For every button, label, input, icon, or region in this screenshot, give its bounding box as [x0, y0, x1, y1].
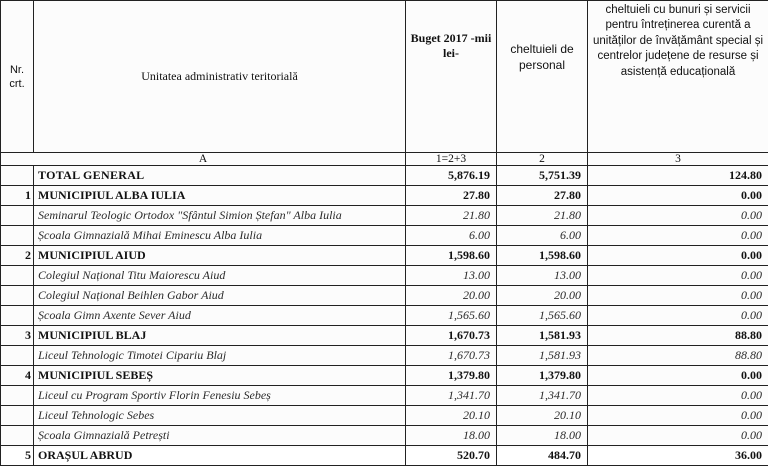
row-budget: 20.10	[406, 406, 497, 426]
row-personnel: 21.80	[497, 206, 588, 226]
row-personnel: 1,379.80	[497, 366, 588, 386]
row-budget: 18.00	[406, 426, 497, 446]
row-goods: 0.00	[588, 286, 768, 306]
row-nr	[1, 306, 34, 326]
row-nr: 3	[1, 326, 34, 346]
row-nr: 1	[1, 186, 34, 206]
row-personnel: 27.80	[497, 186, 588, 206]
table-row	[1, 226, 768, 246]
table-row	[1, 206, 768, 226]
index-row	[1, 153, 768, 166]
row-budget: 27.80	[406, 186, 497, 206]
row-goods: 0.00	[588, 186, 768, 206]
row-budget: 6.00	[406, 226, 497, 246]
row-budget: 1,341.70	[406, 386, 497, 406]
row-personnel: 6.00	[497, 226, 588, 246]
row-name: Seminarul Teologic Ortodox "Sfântul Simion Ștefan" Alba Iulia	[34, 206, 406, 226]
row-goods: 0.00	[588, 426, 768, 446]
row-nr	[1, 286, 34, 306]
header-budget: Buget 2017 -mii lei-	[406, 1, 497, 153]
row-goods: 0.00	[588, 246, 768, 266]
header-row	[1, 1, 768, 153]
row-personnel: 5,751.39	[497, 166, 588, 186]
row-goods: 0.00	[588, 366, 768, 386]
row-personnel: 484.70	[497, 446, 588, 466]
table-row	[1, 246, 768, 266]
table-row	[1, 326, 768, 346]
row-nr	[1, 346, 34, 366]
row-nr: 5	[1, 446, 34, 466]
row-budget: 13.00	[406, 266, 497, 286]
row-goods: 0.00	[588, 386, 768, 406]
row-personnel: 1,341.70	[497, 386, 588, 406]
index-c: 2	[497, 153, 588, 166]
row-name: Liceul Tehnologic Timotei Cipariu Blaj	[34, 346, 406, 366]
row-name: TOTAL GENERAL	[34, 166, 406, 186]
header-unit: Unitatea administrativ teritorială	[34, 1, 406, 153]
row-personnel: 13.00	[497, 266, 588, 286]
table-row	[1, 266, 768, 286]
row-nr	[1, 426, 34, 446]
row-goods: 0.00	[588, 406, 768, 426]
row-goods: 0.00	[588, 206, 768, 226]
table-row	[1, 426, 768, 446]
row-nr	[1, 226, 34, 246]
row-budget: 20.00	[406, 286, 497, 306]
table-row	[1, 186, 768, 206]
row-name: Colegiul Național Beihlen Gabor Aiud	[34, 286, 406, 306]
row-budget: 21.80	[406, 206, 497, 226]
table-row	[1, 346, 768, 366]
row-name: ORAȘUL ABRUD	[34, 446, 406, 466]
row-budget: 1,565.60	[406, 306, 497, 326]
table-row	[1, 366, 768, 386]
row-personnel: 18.00	[497, 426, 588, 446]
row-name: Colegiul Național Titu Maiorescu Aiud	[34, 266, 406, 286]
row-goods: 36.00	[588, 446, 768, 466]
header-personnel: cheltuieli de personal	[497, 1, 588, 153]
index-d: 3	[588, 153, 768, 166]
row-budget: 1,670.73	[406, 346, 497, 366]
row-budget: 1,379.80	[406, 366, 497, 386]
row-goods: 0.00	[588, 306, 768, 326]
row-name: MUNICIPIUL BLAJ	[34, 326, 406, 346]
table-row	[1, 406, 768, 426]
row-budget: 1,598.60	[406, 246, 497, 266]
row-nr	[1, 406, 34, 426]
row-personnel: 1,581.93	[497, 346, 588, 366]
table-row	[1, 286, 768, 306]
row-personnel: 20.00	[497, 286, 588, 306]
row-personnel: 1,565.60	[497, 306, 588, 326]
header-nr: Nr. crt.	[1, 1, 34, 153]
index-a: A	[1, 153, 406, 166]
row-name: Liceul Tehnologic Sebes	[34, 406, 406, 426]
header-goods-services: cheltuieli cu bunuri și servicii pentru întreținerea curentă a unităților de învățământ special și centrelor județene de resurse și asistență educațională	[588, 1, 768, 153]
row-name: Școala Gimnazială Mihai Eminescu Alba Iulia	[34, 226, 406, 246]
row-name: MUNICIPIUL AIUD	[34, 246, 406, 266]
row-personnel: 20.10	[497, 406, 588, 426]
row-nr	[1, 386, 34, 406]
row-budget: 1,670.73	[406, 326, 497, 346]
row-nr: 2	[1, 246, 34, 266]
table-row-total	[1, 166, 768, 186]
row-nr	[1, 166, 34, 186]
row-nr	[1, 266, 34, 286]
row-name: Liceul cu Program Sportiv Florin Fenesiu Sebeș	[34, 386, 406, 406]
row-name: MUNICIPIUL ALBA IULIA	[34, 186, 406, 206]
row-name: Școala Gimnazială Petrești	[34, 426, 406, 446]
row-goods: 124.80	[588, 166, 768, 186]
row-nr	[1, 206, 34, 226]
table-row	[1, 446, 768, 466]
row-budget: 520.70	[406, 446, 497, 466]
row-budget: 5,876.19	[406, 166, 497, 186]
row-personnel: 1,598.60	[497, 246, 588, 266]
row-goods: 0.00	[588, 226, 768, 246]
table-row	[1, 306, 768, 326]
table-row	[1, 386, 768, 406]
row-personnel: 1,581.93	[497, 326, 588, 346]
index-b: 1=2+3	[406, 153, 497, 166]
row-goods: 0.00	[588, 266, 768, 286]
row-goods: 88.80	[588, 346, 768, 366]
row-name: Școala Gimn Axente Sever Aiud	[34, 306, 406, 326]
row-name: MUNICIPIUL SEBEȘ	[34, 366, 406, 386]
row-nr: 4	[1, 366, 34, 386]
row-goods: 88.80	[588, 326, 768, 346]
